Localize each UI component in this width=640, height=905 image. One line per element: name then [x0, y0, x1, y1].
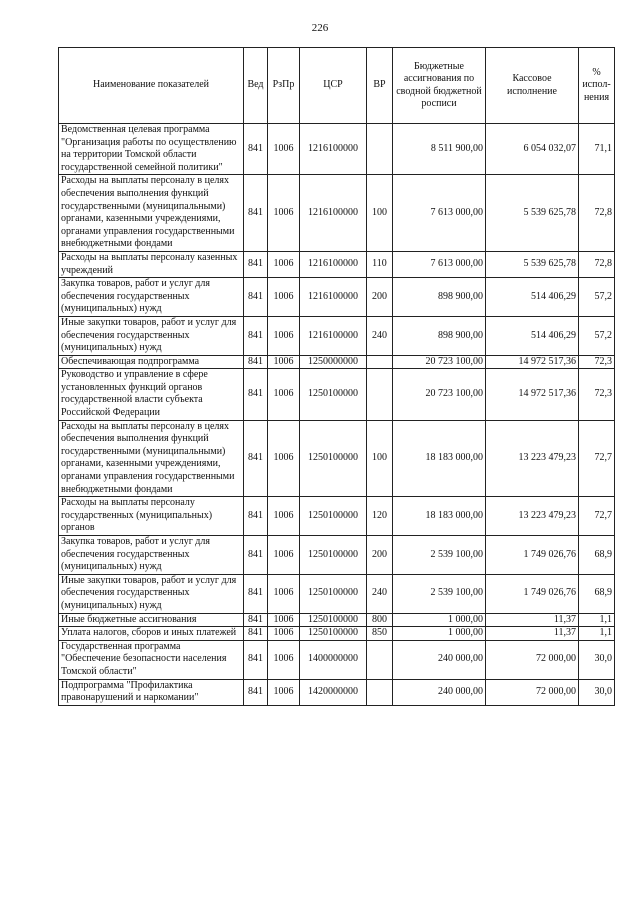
- cell-vr: [367, 640, 393, 679]
- cell-assignments: 18 183 000,00: [393, 420, 486, 497]
- cell-vr: 120: [367, 497, 393, 536]
- cell-rzpr: 1006: [268, 124, 300, 175]
- cell-csr: 1420000000: [300, 679, 367, 705]
- cell-assignments: 2 539 100,00: [393, 574, 486, 613]
- cell-csr: 1216100000: [300, 124, 367, 175]
- cell-name: Расходы на выплаты персоналу в целях обеспечения выполнения функций государственными (муниципальными) органами, казенными учреждениями, органами управления государственными внебюджетными фондами: [59, 175, 244, 252]
- cell-ved: 841: [244, 316, 268, 355]
- cell-assignments: 8 511 900,00: [393, 124, 486, 175]
- cell-vr: [367, 679, 393, 705]
- cell-cash: 1 749 026,76: [486, 574, 579, 613]
- cell-name: Иные закупки товаров, работ и услуг для обеспечения государственных (муниципальных) нужд: [59, 316, 244, 355]
- cell-percent: 72,7: [579, 497, 615, 536]
- cell-assignments: 240 000,00: [393, 640, 486, 679]
- cell-csr: 1250100000: [300, 627, 367, 641]
- cell-ved: 841: [244, 369, 268, 420]
- cell-csr: 1250100000: [300, 497, 367, 536]
- table-row: [59, 355, 615, 369]
- cell-cash: 14 972 517,36: [486, 355, 579, 369]
- cell-rzpr: 1006: [268, 497, 300, 536]
- cell-assignments: 18 183 000,00: [393, 497, 486, 536]
- cell-cash: 72 000,00: [486, 679, 579, 705]
- cell-assignments: 1 000,00: [393, 613, 486, 627]
- header-cash-execution: Кассовое исполнение: [486, 48, 579, 124]
- cell-percent: 68,9: [579, 536, 615, 575]
- cell-name: Обеспечивающая подпрограмма: [59, 355, 244, 369]
- cell-rzpr: 1006: [268, 613, 300, 627]
- cell-ved: 841: [244, 640, 268, 679]
- cell-vr: 110: [367, 251, 393, 277]
- cell-ved: 841: [244, 251, 268, 277]
- cell-name: Государственная программа "Обеспечение безопасности населения Томской области": [59, 640, 244, 679]
- cell-rzpr: 1006: [268, 316, 300, 355]
- cell-percent: 72,8: [579, 251, 615, 277]
- header-vr: ВР: [367, 48, 393, 124]
- cell-ved: 841: [244, 679, 268, 705]
- cell-assignments: 2 539 100,00: [393, 536, 486, 575]
- header-csr: ЦСР: [300, 48, 367, 124]
- cell-cash: 14 972 517,36: [486, 369, 579, 420]
- header-ved: Вед: [244, 48, 268, 124]
- cell-ved: 841: [244, 536, 268, 575]
- cell-name: Расходы на выплаты персоналу казенных учреждений: [59, 251, 244, 277]
- cell-percent: 1,1: [579, 613, 615, 627]
- cell-vr: 240: [367, 574, 393, 613]
- cell-rzpr: 1006: [268, 369, 300, 420]
- cell-rzpr: 1006: [268, 420, 300, 497]
- cell-name: Расходы на выплаты персоналу государственных (муниципальных) органов: [59, 497, 244, 536]
- cell-rzpr: 1006: [268, 640, 300, 679]
- cell-cash: 11,37: [486, 627, 579, 641]
- page-number: 226: [311, 22, 329, 34]
- cell-rzpr: 1006: [268, 175, 300, 252]
- cell-vr: 200: [367, 278, 393, 317]
- cell-assignments: 1 000,00: [393, 627, 486, 641]
- cell-assignments: 20 723 100,00: [393, 369, 486, 420]
- header-row: [59, 48, 615, 124]
- cell-rzpr: 1006: [268, 627, 300, 641]
- cell-assignments: 7 613 000,00: [393, 175, 486, 252]
- cell-cash: 514 406,29: [486, 278, 579, 317]
- cell-csr: 1216100000: [300, 251, 367, 277]
- cell-rzpr: 1006: [268, 355, 300, 369]
- cell-ved: 841: [244, 613, 268, 627]
- cell-percent: 68,9: [579, 574, 615, 613]
- table-row: [59, 175, 615, 252]
- cell-vr: 200: [367, 536, 393, 575]
- cell-csr: 1250000000: [300, 355, 367, 369]
- cell-csr: 1250100000: [300, 574, 367, 613]
- cell-csr: 1250100000: [300, 536, 367, 575]
- cell-percent: 57,2: [579, 278, 615, 317]
- table-row: [59, 124, 615, 175]
- cell-vr: 100: [367, 420, 393, 497]
- cell-ved: 841: [244, 175, 268, 252]
- cell-cash: 5 539 625,78: [486, 175, 579, 252]
- cell-rzpr: 1006: [268, 251, 300, 277]
- cell-vr: 100: [367, 175, 393, 252]
- cell-name: Иные закупки товаров, работ и услуг для обеспечения государственных (муниципальных) нужд: [59, 574, 244, 613]
- cell-name: Иные бюджетные ассигнования: [59, 613, 244, 627]
- cell-rzpr: 1006: [268, 574, 300, 613]
- table-row: [59, 497, 615, 536]
- cell-ved: 841: [244, 278, 268, 317]
- cell-percent: 72,7: [579, 420, 615, 497]
- cell-percent: 72,8: [579, 175, 615, 252]
- table-row: [59, 420, 615, 497]
- cell-assignments: 240 000,00: [393, 679, 486, 705]
- cell-name: Подпрограмма "Профилактика правонарушений и наркомании": [59, 679, 244, 705]
- cell-ved: 841: [244, 497, 268, 536]
- cell-percent: 72,3: [579, 369, 615, 420]
- cell-assignments: 898 900,00: [393, 316, 486, 355]
- cell-rzpr: 1006: [268, 278, 300, 317]
- table-row: [59, 627, 615, 641]
- cell-assignments: 7 613 000,00: [393, 251, 486, 277]
- cell-cash: 1 749 026,76: [486, 536, 579, 575]
- cell-name: Расходы на выплаты персоналу в целях обеспечения выполнения функций государственными (муниципальными) органами, казенными учреждениями, органами управления государственными внебюджетными фондами: [59, 420, 244, 497]
- cell-assignments: 20 723 100,00: [393, 355, 486, 369]
- cell-ved: 841: [244, 420, 268, 497]
- cell-ved: 841: [244, 355, 268, 369]
- cell-name: Ведомственная целевая программа "Организация работы по осуществлению на территории Томской области государственной семейной политики": [59, 124, 244, 175]
- table-row: [59, 574, 615, 613]
- cell-name: Закупка товаров, работ и услуг для обеспечения государственных (муниципальных) нужд: [59, 278, 244, 317]
- cell-csr: 1216100000: [300, 316, 367, 355]
- header-rzpr: РзПр: [268, 48, 300, 124]
- table-row: [59, 278, 615, 317]
- cell-cash: 6 054 032,07: [486, 124, 579, 175]
- cell-csr: 1400000000: [300, 640, 367, 679]
- table-row: [59, 316, 615, 355]
- cell-csr: 1250100000: [300, 613, 367, 627]
- cell-ved: 841: [244, 124, 268, 175]
- header-assignments: Бюджетные ассигнования по сводной бюджетной росписи: [393, 48, 486, 124]
- cell-percent: 57,2: [579, 316, 615, 355]
- header-percent: % испол-нения: [579, 48, 615, 124]
- table-row: [59, 251, 615, 277]
- table-row: [59, 369, 615, 420]
- cell-cash: 13 223 479,23: [486, 420, 579, 497]
- cell-percent: 72,3: [579, 355, 615, 369]
- cell-vr: [367, 355, 393, 369]
- table-row: [59, 640, 615, 679]
- cell-vr: 800: [367, 613, 393, 627]
- cell-vr: 850: [367, 627, 393, 641]
- cell-percent: 30,0: [579, 679, 615, 705]
- table-body: [59, 124, 615, 706]
- cell-rzpr: 1006: [268, 536, 300, 575]
- cell-percent: 1,1: [579, 627, 615, 641]
- cell-csr: 1216100000: [300, 175, 367, 252]
- cell-percent: 30,0: [579, 640, 615, 679]
- cell-csr: 1250100000: [300, 369, 367, 420]
- cell-vr: 240: [367, 316, 393, 355]
- cell-vr: [367, 124, 393, 175]
- cell-cash: 11,37: [486, 613, 579, 627]
- cell-csr: 1250100000: [300, 420, 367, 497]
- cell-percent: 71,1: [579, 124, 615, 175]
- table-row: [59, 536, 615, 575]
- cell-ved: 841: [244, 627, 268, 641]
- budget-table: [58, 47, 615, 706]
- cell-cash: 13 223 479,23: [486, 497, 579, 536]
- cell-assignments: 898 900,00: [393, 278, 486, 317]
- header-name: Наименование показателей: [59, 48, 244, 124]
- cell-rzpr: 1006: [268, 679, 300, 705]
- cell-name: Уплата налогов, сборов и иных платежей: [59, 627, 244, 641]
- cell-ved: 841: [244, 574, 268, 613]
- cell-cash: 5 539 625,78: [486, 251, 579, 277]
- cell-name: Закупка товаров, работ и услуг для обеспечения государственных (муниципальных) нужд: [59, 536, 244, 575]
- cell-name: Руководство и управление в сфере установленных функций органов государственной власти субъекта Российской Федерации: [59, 369, 244, 420]
- table-row: [59, 613, 615, 627]
- cell-csr: 1216100000: [300, 278, 367, 317]
- cell-cash: 514 406,29: [486, 316, 579, 355]
- table-row: [59, 679, 615, 705]
- cell-cash: 72 000,00: [486, 640, 579, 679]
- cell-vr: [367, 369, 393, 420]
